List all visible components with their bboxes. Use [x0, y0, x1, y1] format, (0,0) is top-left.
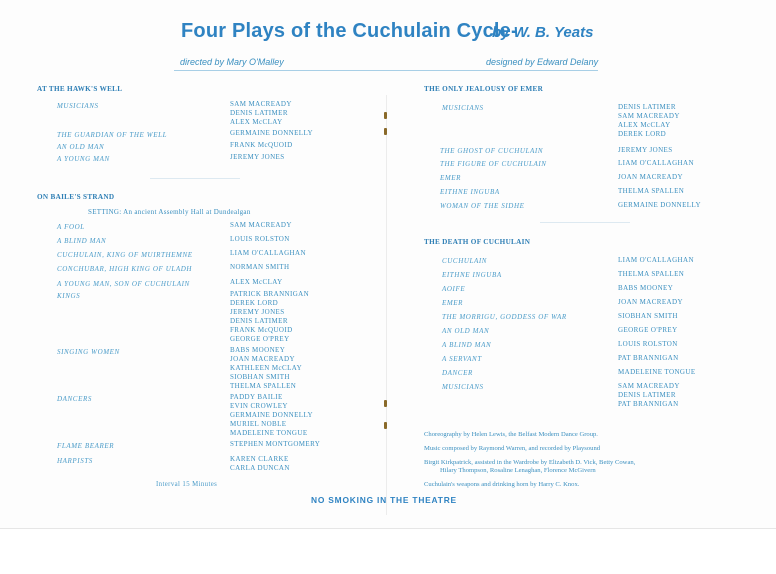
actor: JOAN MACREADY	[230, 355, 295, 363]
title-rule	[174, 70, 598, 71]
role: THE FIGURE OF CUCHULAIN	[440, 160, 547, 168]
actor: DENIS LATIMER	[230, 317, 288, 325]
actor: ALEX McCLAY	[230, 278, 283, 286]
actor: BABS MOONEY	[618, 284, 674, 292]
staple	[384, 128, 387, 135]
staple	[384, 112, 387, 119]
director-credit: directed by Mary O'Malley	[180, 57, 284, 67]
role: A YOUNG MAN	[57, 155, 110, 163]
actor: THELMA SPALLEN	[230, 382, 297, 390]
actor: MADELEINE TONGUE	[618, 368, 696, 376]
role: WOMAN OF THE SIDHE	[440, 202, 525, 210]
role: HARPISTS	[57, 457, 93, 465]
actor: LIAM O'CALLAGHAN	[618, 256, 694, 264]
actor: DEREK LORD	[230, 299, 279, 307]
actor: MURIEL NOBLE	[230, 420, 287, 428]
actor: GERMAINE DONNELLY	[230, 411, 313, 419]
role: AN OLD MAN	[57, 143, 105, 151]
actor: ALEX McCLAY	[230, 118, 283, 126]
actor: KAREN CLARKE	[230, 455, 289, 463]
section-heading-jealousy-of-emer: THE ONLY JEALOUSY OF EMER	[424, 85, 544, 93]
role: A FOOL	[57, 223, 85, 231]
actor: JEREMY JONES	[230, 153, 285, 161]
role: AOIFE	[442, 285, 466, 293]
actor: SIOBHAN SMITH	[230, 373, 290, 381]
role: CUCHULAIN, KING OF MUIRTHEMNE	[57, 251, 193, 259]
actor: GERMAINE DONNELLY	[618, 201, 701, 209]
actor: FRANK McQUOID	[230, 141, 293, 149]
role: THE GUARDIAN OF THE WELL	[57, 131, 168, 139]
actor: KATHLEEN McCLAY	[230, 364, 303, 372]
role: A SERVANT	[442, 355, 482, 363]
actor: SAM MACREADY	[618, 112, 680, 120]
role: KINGS	[57, 292, 81, 300]
role: CONCHUBAR, HIGH KING OF ULADH	[57, 265, 193, 273]
role: DANCERS	[57, 395, 92, 403]
role: THE GHOST OF CUCHULAIN	[440, 147, 544, 155]
actor: PADDY BAILIE	[230, 393, 283, 401]
actor: GEORGE O'PREY	[230, 335, 290, 343]
actor: FRANK McQUOID	[230, 326, 293, 334]
actor: JOAN MACREADY	[618, 173, 683, 181]
role: A BLIND MAN	[57, 237, 107, 245]
actor: SAM MACREADY	[618, 382, 680, 390]
actor: SAM MACREADY	[230, 221, 292, 229]
actor: NORMAN SMITH	[230, 263, 290, 271]
actor: ALEX McCLAY	[618, 121, 671, 129]
role: MUSICIANS	[57, 102, 99, 110]
section-divider	[150, 178, 240, 179]
actor: MADELEINE TONGUE	[230, 429, 308, 437]
credit-note: Birgit Kirkpatrick, assisted in the Wardrobe by Elizabeth D. Vick, Betty Cowan,	[424, 459, 636, 466]
section-divider	[540, 222, 630, 223]
designer-credit: designed by Edward Delany	[486, 57, 599, 67]
staple	[384, 422, 387, 429]
actor: EVIN CROWLEY	[230, 402, 288, 410]
actor: JEREMY JONES	[618, 146, 673, 154]
role: FLAME BEARER	[57, 442, 115, 450]
actor: GERMAINE DONNELLY	[230, 129, 313, 137]
credit-note: Choreography by Helen Lewis, the Belfast Modern Dance Group.	[424, 431, 598, 438]
credit-note: Cuchulain's weapons and drinking horn by Harry C. Knox.	[424, 481, 580, 488]
actor: JEREMY JONES	[230, 308, 285, 316]
section-heading-death-of-cuchulain: THE DEATH OF CUCHULAIN	[424, 238, 531, 246]
no-smoking-notice: NO SMOKING IN THE THEATRE	[311, 495, 457, 505]
actor: PAT BRANNIGAN	[618, 400, 679, 408]
interval-note: Interval 15 Minutes	[156, 481, 218, 488]
actor: STEPHEN MONTGOMERY	[230, 440, 321, 448]
actor: PAT BRANNIGAN	[618, 354, 679, 362]
role: THE MORRIGU, GODDESS OF WAR	[442, 313, 567, 321]
actor: DEREK LORD	[618, 130, 667, 138]
staple	[384, 400, 387, 407]
credit-note: Music composed by Raymond Warren, and recorded by Playsound	[424, 445, 601, 452]
role: EMER	[440, 174, 462, 182]
actor: LOUIS ROLSTON	[618, 340, 678, 348]
actor: CARLA DUNCAN	[230, 464, 290, 472]
section-heading-hawks-well: AT THE HAWK'S WELL	[37, 85, 123, 93]
actor: JOAN MACREADY	[618, 298, 683, 306]
section-heading-baile-strand: ON BAILE'S STRAND	[37, 193, 115, 201]
actor: THELMA SPALLEN	[618, 187, 685, 195]
role: SINGING WOMEN	[57, 348, 120, 356]
centre-fold	[386, 95, 387, 515]
role: MUSICIANS	[442, 383, 484, 391]
play-title: Four Plays of the Cuchulain Cycle-	[181, 20, 518, 42]
role: EMER	[442, 299, 464, 307]
role: EITHNE INGUBA	[442, 271, 502, 279]
actor: THELMA SPALLEN	[618, 270, 685, 278]
actor: DENIS LATIMER	[230, 109, 288, 117]
actor: BABS MOONEY	[230, 346, 286, 354]
role: A YOUNG MAN, SON OF CUCHULAIN	[57, 280, 190, 288]
role: AN OLD MAN	[442, 327, 490, 335]
actor: DENIS LATIMER	[618, 391, 676, 399]
role: MUSICIANS	[442, 104, 484, 112]
role: EITHNE INGUBA	[440, 188, 500, 196]
actor: GEORGE O'PREY	[618, 326, 678, 334]
actor: SIOBHAN SMITH	[618, 312, 678, 320]
actor: LOUIS ROLSTON	[230, 235, 290, 243]
role: CUCHULAIN	[442, 257, 488, 265]
actor: LIAM O'CALLAGHAN	[618, 159, 694, 167]
role: DANCER	[442, 369, 473, 377]
actor: DENIS LATIMER	[618, 103, 676, 111]
setting-line: SETTING: An ancient Assembly Hall at Dundealgan	[88, 208, 251, 216]
role: A BLIND MAN	[442, 341, 492, 349]
author-byline: by W. B. Yeats	[492, 24, 594, 41]
credit-note: Hilary Thompson, Rosaline Lenaghan, Florence McGivern	[440, 467, 596, 474]
actor: LIAM O'CALLAGHAN	[230, 249, 306, 257]
actor: SAM MACREADY	[230, 100, 292, 108]
actor: PATRICK BRANNIGAN	[230, 290, 310, 298]
